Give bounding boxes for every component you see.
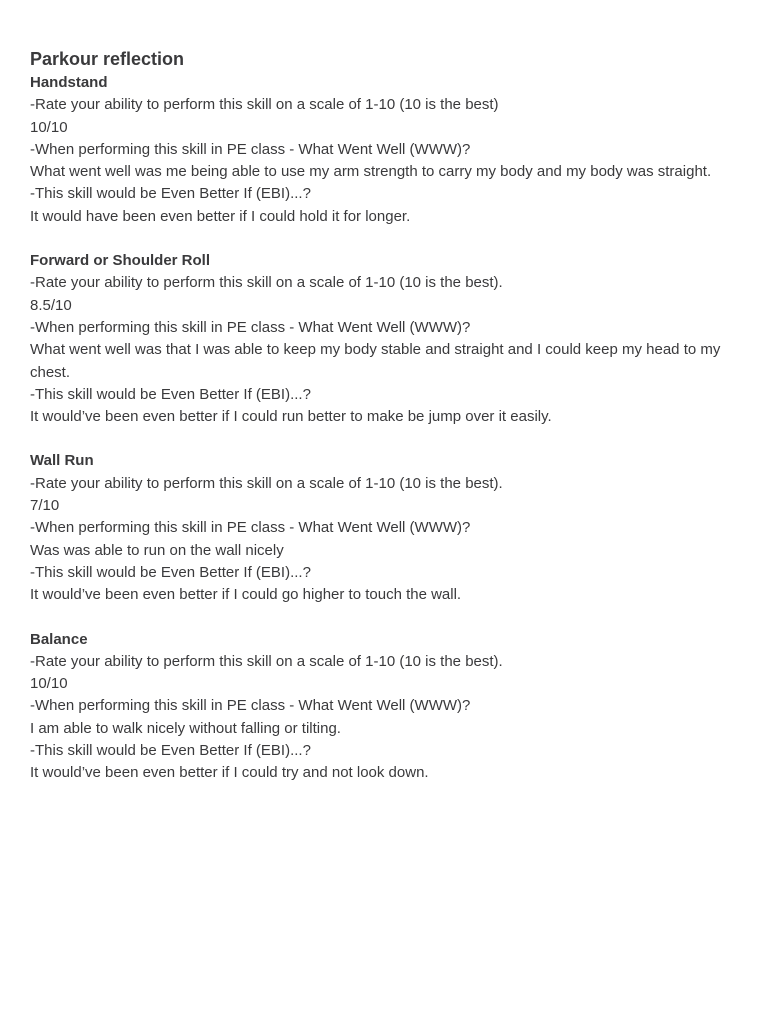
section-heading: Balance xyxy=(30,630,88,648)
rate-prompt: -Rate your ability to perform this skill on a scale of 1-10 (10 is the best) xyxy=(30,96,499,114)
section-handstand xyxy=(30,72,745,228)
www-prompt: -When performing this skill in PE class - What Went Well (WWW)? xyxy=(30,519,471,537)
section-forward-roll xyxy=(30,250,745,428)
ebi-prompt: -This skill would be Even Better If (EBI)...? xyxy=(30,185,311,203)
www-answer: Was was able to run on the wall nicely xyxy=(30,541,284,559)
rate-prompt: -Rate your ability to perform this skill on a scale of 1-10 (10 is the best). xyxy=(30,474,503,492)
section-balance xyxy=(30,629,745,785)
ebi-answer: It would have been even better if I could hold it for longer. xyxy=(30,207,411,225)
www-prompt: -When performing this skill in PE class - What Went Well (WWW)? xyxy=(30,140,471,158)
ebi-prompt: -This skill would be Even Better If (EBI)...? xyxy=(30,563,311,581)
section-heading: Wall Run xyxy=(30,452,94,470)
rating-value: 10/10 xyxy=(30,675,68,693)
ebi-prompt: -This skill would be Even Better If (EBI)...? xyxy=(30,385,311,403)
www-answer: What went well was me being able to use my arm strength to carry my body and my body was straight. xyxy=(30,163,712,181)
ebi-answer: It would’ve been even better if I could go higher to touch the wall. xyxy=(30,586,462,604)
rate-prompt: -Rate your ability to perform this skill on a scale of 1-10 (10 is the best). xyxy=(30,274,503,292)
rating-value: 7/10 xyxy=(30,497,60,515)
www-answer: I am able to walk nicely without falling or tilting. xyxy=(30,719,341,737)
ebi-answer: It would’ve been even better if I could try and not look down. xyxy=(30,764,429,782)
section-heading: Forward or Shoulder Roll xyxy=(30,252,211,270)
rating-value: 10/10 xyxy=(30,118,68,136)
section-wall-run xyxy=(30,450,745,606)
section-heading: Handstand xyxy=(30,74,108,91)
ebi-prompt: -This skill would be Even Better If (EBI)...? xyxy=(30,742,311,760)
ebi-answer: It would’ve been even better if I could run better to make be jump over it easily. xyxy=(30,408,552,426)
rating-value: 8.5/10 xyxy=(30,296,72,314)
www-answer: What went well was that I was able to keep my body stable and straight and I could keep my head to my chest. xyxy=(30,341,721,381)
www-prompt: -When performing this skill in PE class - What Went Well (WWW)? xyxy=(30,697,471,715)
document-page xyxy=(30,46,745,785)
www-prompt: -When performing this skill in PE class - What Went Well (WWW)? xyxy=(30,318,471,336)
rate-prompt: -Rate your ability to perform this skill on a scale of 1-10 (10 is the best). xyxy=(30,652,503,670)
document-title: Parkour reflection xyxy=(30,49,185,69)
